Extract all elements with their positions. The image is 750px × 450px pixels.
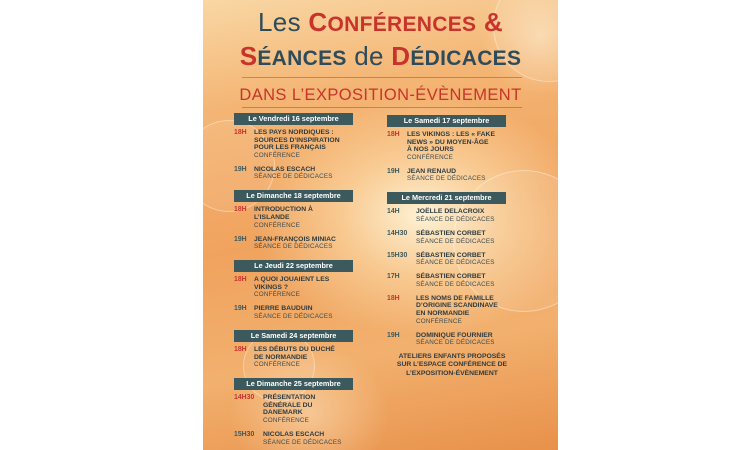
event-text [254,346,353,369]
schedule-event [234,206,353,229]
event-type: CONFÉRENCE [254,221,301,229]
event-title: SÉBASTIEN CORBET [416,273,486,281]
event-type: SÉANCE DE DÉDICACES [407,175,486,183]
event-time: 18H [234,206,247,214]
schedule-event [234,129,353,160]
event-title: JOËLLE DELACROIX [416,208,485,216]
event-title: JEAN-FRANÇOIS MINIAC [254,235,336,243]
poster-subtitle: DANS L’EXPOSITION-ÉVÈNEMENT [239,86,522,104]
event-type: CONFÉRENCE [254,361,301,369]
event-title: DOMINIQUE FOURNIER [416,331,493,339]
event-text [407,131,511,162]
event-text [263,394,353,425]
event-time: 18H [387,131,400,138]
event-title: LES DÉBUTS DU DUCHÉ DE NORMANDIE [254,345,335,361]
schedule-event [387,273,511,289]
schedule-event [234,305,353,321]
day-block [234,260,353,321]
event-type: SÉANCE DE DÉDICACES [254,173,333,181]
event-time: 19H [387,331,400,339]
event-title: LES NOMS DE FAMILLE D’ORIGINE SCANDINAVE EN NORMANDIE [416,294,498,317]
schedule-event [234,236,353,252]
event-title: NICOLAS ESCACH [263,430,325,438]
event-time: 14H [387,208,400,216]
event-time: 19H [234,165,247,173]
event-text [416,273,511,289]
event-text [254,276,353,299]
event-title: LES VIKINGS : LES « FAKE NEWS » DU MOYEN-ÂGE À NOS JOURS [407,131,495,154]
schedule-event [234,166,353,182]
event-text [407,168,511,184]
title-divider [242,77,522,78]
event-title: LES PAYS NORDIQUES : SOURCES D’INSPIRATION POUR LES FRANÇAIS [254,129,340,152]
event-title: A QUOI JOUAIENT LES VIKINGS ? [254,276,330,291]
children-workshops-note: ATELIERS ENFANTS PROPOSÉS SUR L’ESPACE CONFÉRENCE DE L’EXPOSITION-ÉVÈNEMENT [396,353,508,377]
event-title: JEAN RENAUD [407,167,457,175]
event-type: CONFÉRENCE [416,317,463,325]
schedule-event [387,230,511,246]
event-time: 15H30 [234,430,255,438]
event-time: 19H [387,167,400,175]
day-header: Le Dimanche 18 septembre [234,190,353,202]
event-text [416,332,511,348]
poster-title-line-2: SÉANCES de DÉDICACES [239,41,522,71]
event-type: SÉANCE DE DÉDICACES [254,312,333,320]
event-type: SÉANCE DE DÉDICACES [254,243,333,251]
schedule-event [387,131,511,162]
poster-title-line-1: Les CONFÉRENCES & [258,7,503,37]
event-type: CONFÉRENCE [407,153,454,161]
schedule-event [234,346,353,369]
event-text [254,236,353,252]
event-time: 18H [234,276,247,284]
event-time: 18H [234,345,247,353]
event-type: SÉANCE DE DÉDICACES [416,215,495,223]
event-type: CONFÉRENCE [254,291,301,299]
event-type: SÉANCE DE DÉDICACES [263,438,342,446]
event-text [416,252,511,268]
event-type: SÉANCE DE DÉDICACES [416,280,495,288]
subtitle-divider [242,107,522,108]
event-poster [203,0,558,450]
day-block [234,330,353,369]
left-schedule-column [234,113,353,450]
schedule-event [387,295,511,326]
event-time: 15H30 [387,251,408,259]
event-time: 18H [387,294,400,302]
schedule-event [387,332,511,348]
event-title: PIERRE BAUDUIN [254,305,313,313]
day-header: Le Samedi 24 septembre [234,330,353,342]
day-block [387,115,511,183]
event-type: CONFÉRENCE [263,416,310,424]
event-time: 18H [234,129,247,136]
schedule-event [387,208,511,224]
event-title: NICOLAS ESCACH [254,165,316,173]
right-schedule-column [387,115,511,378]
schedule-event [234,431,353,447]
event-type: SÉANCE DE DÉDICACES [416,339,495,347]
day-header: Le Jeudi 22 septembre [234,260,353,272]
event-time: 14H30 [234,394,255,402]
event-text [254,206,353,229]
schedule-event [387,252,511,268]
day-block [234,378,353,446]
event-title: INTRODUCTION À L’ISLANDE [254,206,313,221]
day-block [234,113,353,181]
event-time: 17H [387,273,400,281]
day-header: Le Vendredi 16 septembre [234,113,353,125]
day-block [234,190,353,251]
schedule-event [234,394,353,425]
event-time: 19H [234,235,247,243]
event-text [254,305,353,321]
event-time: 14H30 [387,229,408,237]
event-text [254,166,353,182]
event-type: SÉANCE DE DÉDICACES [416,259,495,267]
day-header: Le Samedi 17 septembre [387,115,506,127]
schedule-event [387,168,511,184]
day-block [387,192,511,347]
day-header: Le Dimanche 25 septembre [234,378,353,390]
event-title: PRÉSENTATION GÉNÉRALE DU DANEMARK [263,394,316,417]
schedule-event [234,276,353,299]
event-title: SÉBASTIEN CORBET [416,251,486,259]
event-text [254,129,353,160]
event-type: SÉANCE DE DÉDICACES [416,237,495,245]
event-time: 19H [234,305,247,313]
day-header: Le Mercredi 21 septembre [387,192,506,204]
event-type: CONFÉRENCE [254,151,301,159]
right-days [387,115,511,347]
event-text [416,230,511,246]
event-text [263,431,353,447]
event-text [416,208,511,224]
event-title: SÉBASTIEN CORBET [416,229,486,237]
event-text [416,295,511,326]
